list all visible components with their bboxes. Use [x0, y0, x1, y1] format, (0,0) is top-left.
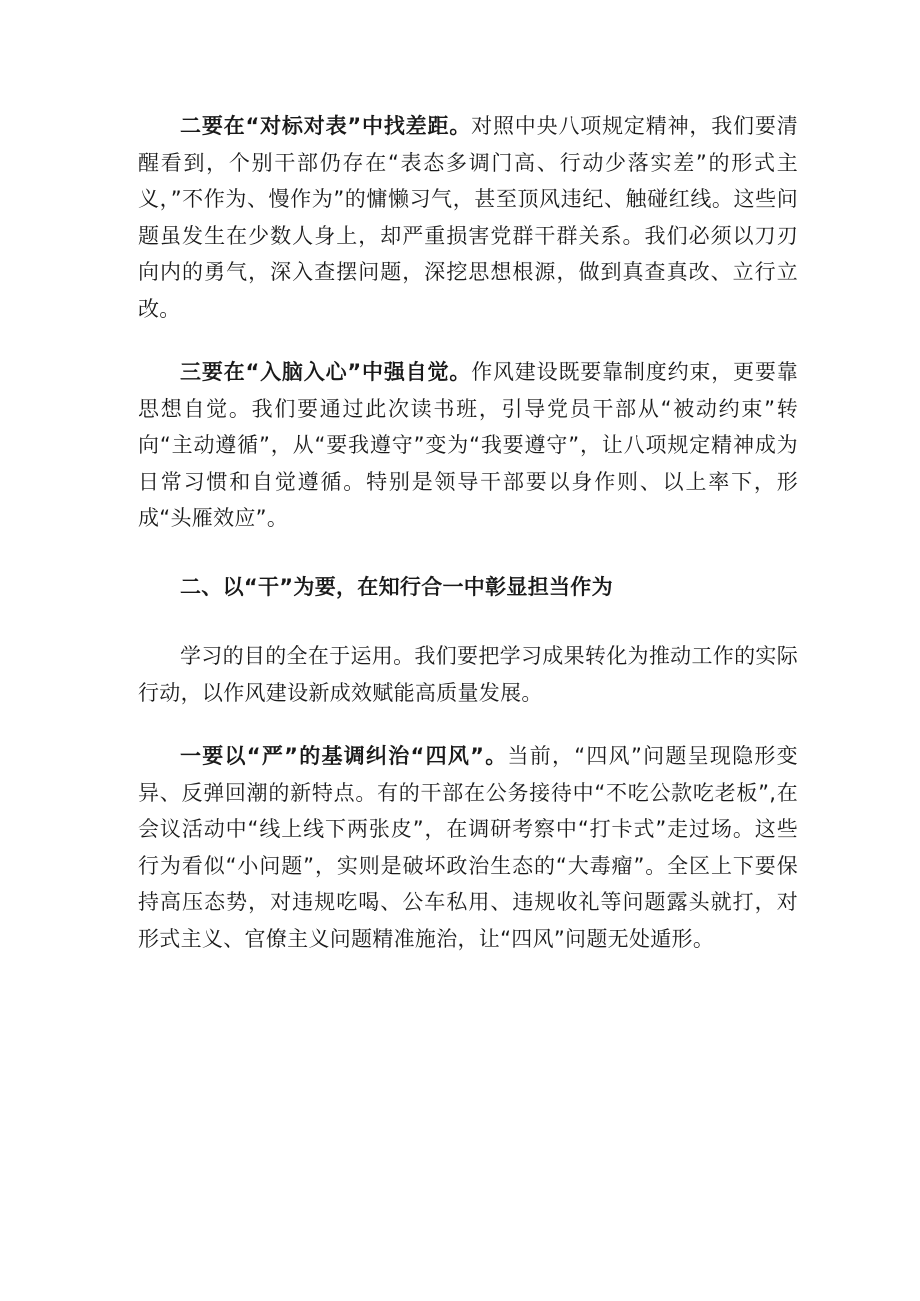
paragraph-lead: 三要在“入脑入心”中强自觉。 [180, 360, 472, 384]
paragraph-body: 学习的目的全在于运用。我们要把学习成果转化为推动工作的实际行动，以作风建设新成效赋能高质量发展。 [138, 644, 798, 705]
paragraph-body: 对照中央八项规定精神，我们要清醒看到，个别干部仍存在“表态多调门高、行动少落实差”的形式主义，”不作为、慢作为”的慵懒习气，甚至顶风违纪、触碰红线。这些问题虽发生在少数人身上，却严重损害党群干群关系。我们必须以刀刃向内的勇气，深入查摆问题，深挖思想根源，做到真查真改、立行立改。 [138, 114, 798, 321]
paragraph-lead: 一要以“严”的基调纠治“四风”。 [180, 744, 508, 768]
paragraph-lead: 二要在“对标对表”中找差距。 [180, 114, 472, 138]
paragraph-intro [138, 638, 798, 711]
section-heading-text: 二、以“干”为要，在知行合一中彰显担当作为 [180, 574, 613, 599]
paragraph-self-awareness [138, 354, 798, 537]
document-page [138, 108, 798, 957]
paragraph-four-winds [138, 738, 798, 957]
paragraph-body: 当前，“四风”问题呈现隐形变异、反弹回潮的新特点。有的干部在公务接待中“不吃公款吃老板”,在会议活动中“线上线下两张皮”，在调研考察中“打卡式”走过场。这些行为看似“小问题”，实则是破坏政治生态的“大毒瘤”。全区上下要保持高压态势，对违规吃喝、公车私用、违规收礼等问题露头就打，对形式主义、官僚主义问题精准施治，让“四风”问题无处遁形。 [138, 744, 798, 951]
section-heading [138, 569, 798, 606]
paragraph-body: 作风建设既要靠制度约束，更要靠思想自觉。我们要通过此次读书班，引导党员干部从“被动约束”转向“主动遵循”，从“要我遵守”变为“我要遵守”，让八项规定精神成为日常习惯和自觉遵循。特别是领导干部要以身作则、以上率下，形成“头雁效应”。 [138, 360, 798, 530]
paragraph-find-gaps [138, 108, 798, 327]
